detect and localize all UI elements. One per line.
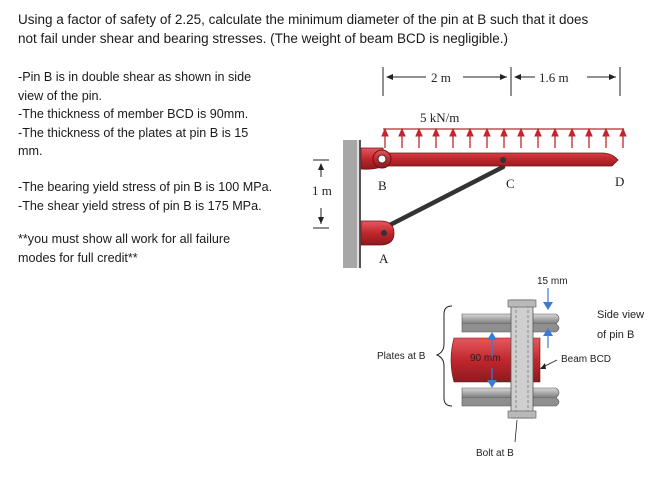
load-label: 5 kN/m [420, 110, 460, 125]
load-arrow-head [603, 129, 609, 136]
load-arrow-head [535, 129, 541, 136]
side-view-title-2: of pin B [597, 329, 635, 341]
load-arrow-head [382, 129, 388, 136]
bolt-label: Bolt at B [476, 448, 514, 459]
load-arrow-head [552, 129, 558, 136]
given-line: -The bearing yield stress of pin B is 100 MPa. [18, 180, 273, 194]
load-arrow-head [399, 129, 405, 136]
load-arrow-head [416, 129, 422, 136]
strut-ac [384, 167, 503, 228]
point-c-label: C [506, 176, 515, 191]
beam-bcd [361, 148, 618, 169]
load-arrow-head [620, 129, 626, 136]
wall-support [343, 140, 361, 268]
dim-1-6m-label: 1.6 m [539, 70, 569, 85]
load-arrow-head [586, 129, 592, 136]
dimension-1m [312, 160, 332, 228]
given-line: mm. [18, 144, 43, 158]
given-line: -Pin B is in double shear as shown in side [18, 70, 252, 84]
bracket-a [361, 221, 394, 245]
plates-label: Plates at B [377, 351, 426, 362]
problem-line-1: Using a factor of safety of 2.25, calculate the minimum diameter of the pin at B such that it does [18, 12, 589, 27]
load-arrow-head [518, 129, 524, 136]
dim-15mm-label: 15 mm [537, 276, 568, 287]
distributed-load-arrows [382, 129, 626, 148]
load-arrow-head [484, 129, 490, 136]
load-arrow-head [501, 129, 507, 136]
given-line: modes for full credit** [18, 250, 138, 265]
given-line: -The thickness of member BCD is 90mm. [18, 107, 249, 121]
load-arrow-head [433, 129, 439, 136]
dim-1m-label: 1 m [312, 183, 332, 198]
top-dimension [383, 67, 620, 96]
given-line: view of the pin. [18, 88, 103, 103]
beam-bcd-label: Beam BCD [561, 354, 612, 365]
given-line: **you must show all work for all failure [18, 232, 231, 246]
load-arrow-head [569, 129, 575, 136]
given-line: -The thickness of the plates at pin B is 15 [18, 125, 249, 140]
given-line: -The shear yield stress of pin B is 175 MPa. [18, 198, 262, 213]
side-view-pin-b [437, 288, 559, 442]
dim-90mm-label: 90 mm [470, 353, 501, 364]
dim-2m-label: 2 m [431, 70, 451, 85]
problem-line-2: not fail under shear and bearing stresses. (The weight of beam BCD is negligible.) [18, 31, 509, 46]
side-view-title-1: Side view [597, 309, 645, 321]
point-b-label: B [378, 178, 387, 193]
point-a-label: A [379, 251, 389, 266]
point-d-label: D [615, 174, 625, 189]
load-arrow-head [450, 129, 456, 136]
load-arrow-head [467, 129, 473, 136]
